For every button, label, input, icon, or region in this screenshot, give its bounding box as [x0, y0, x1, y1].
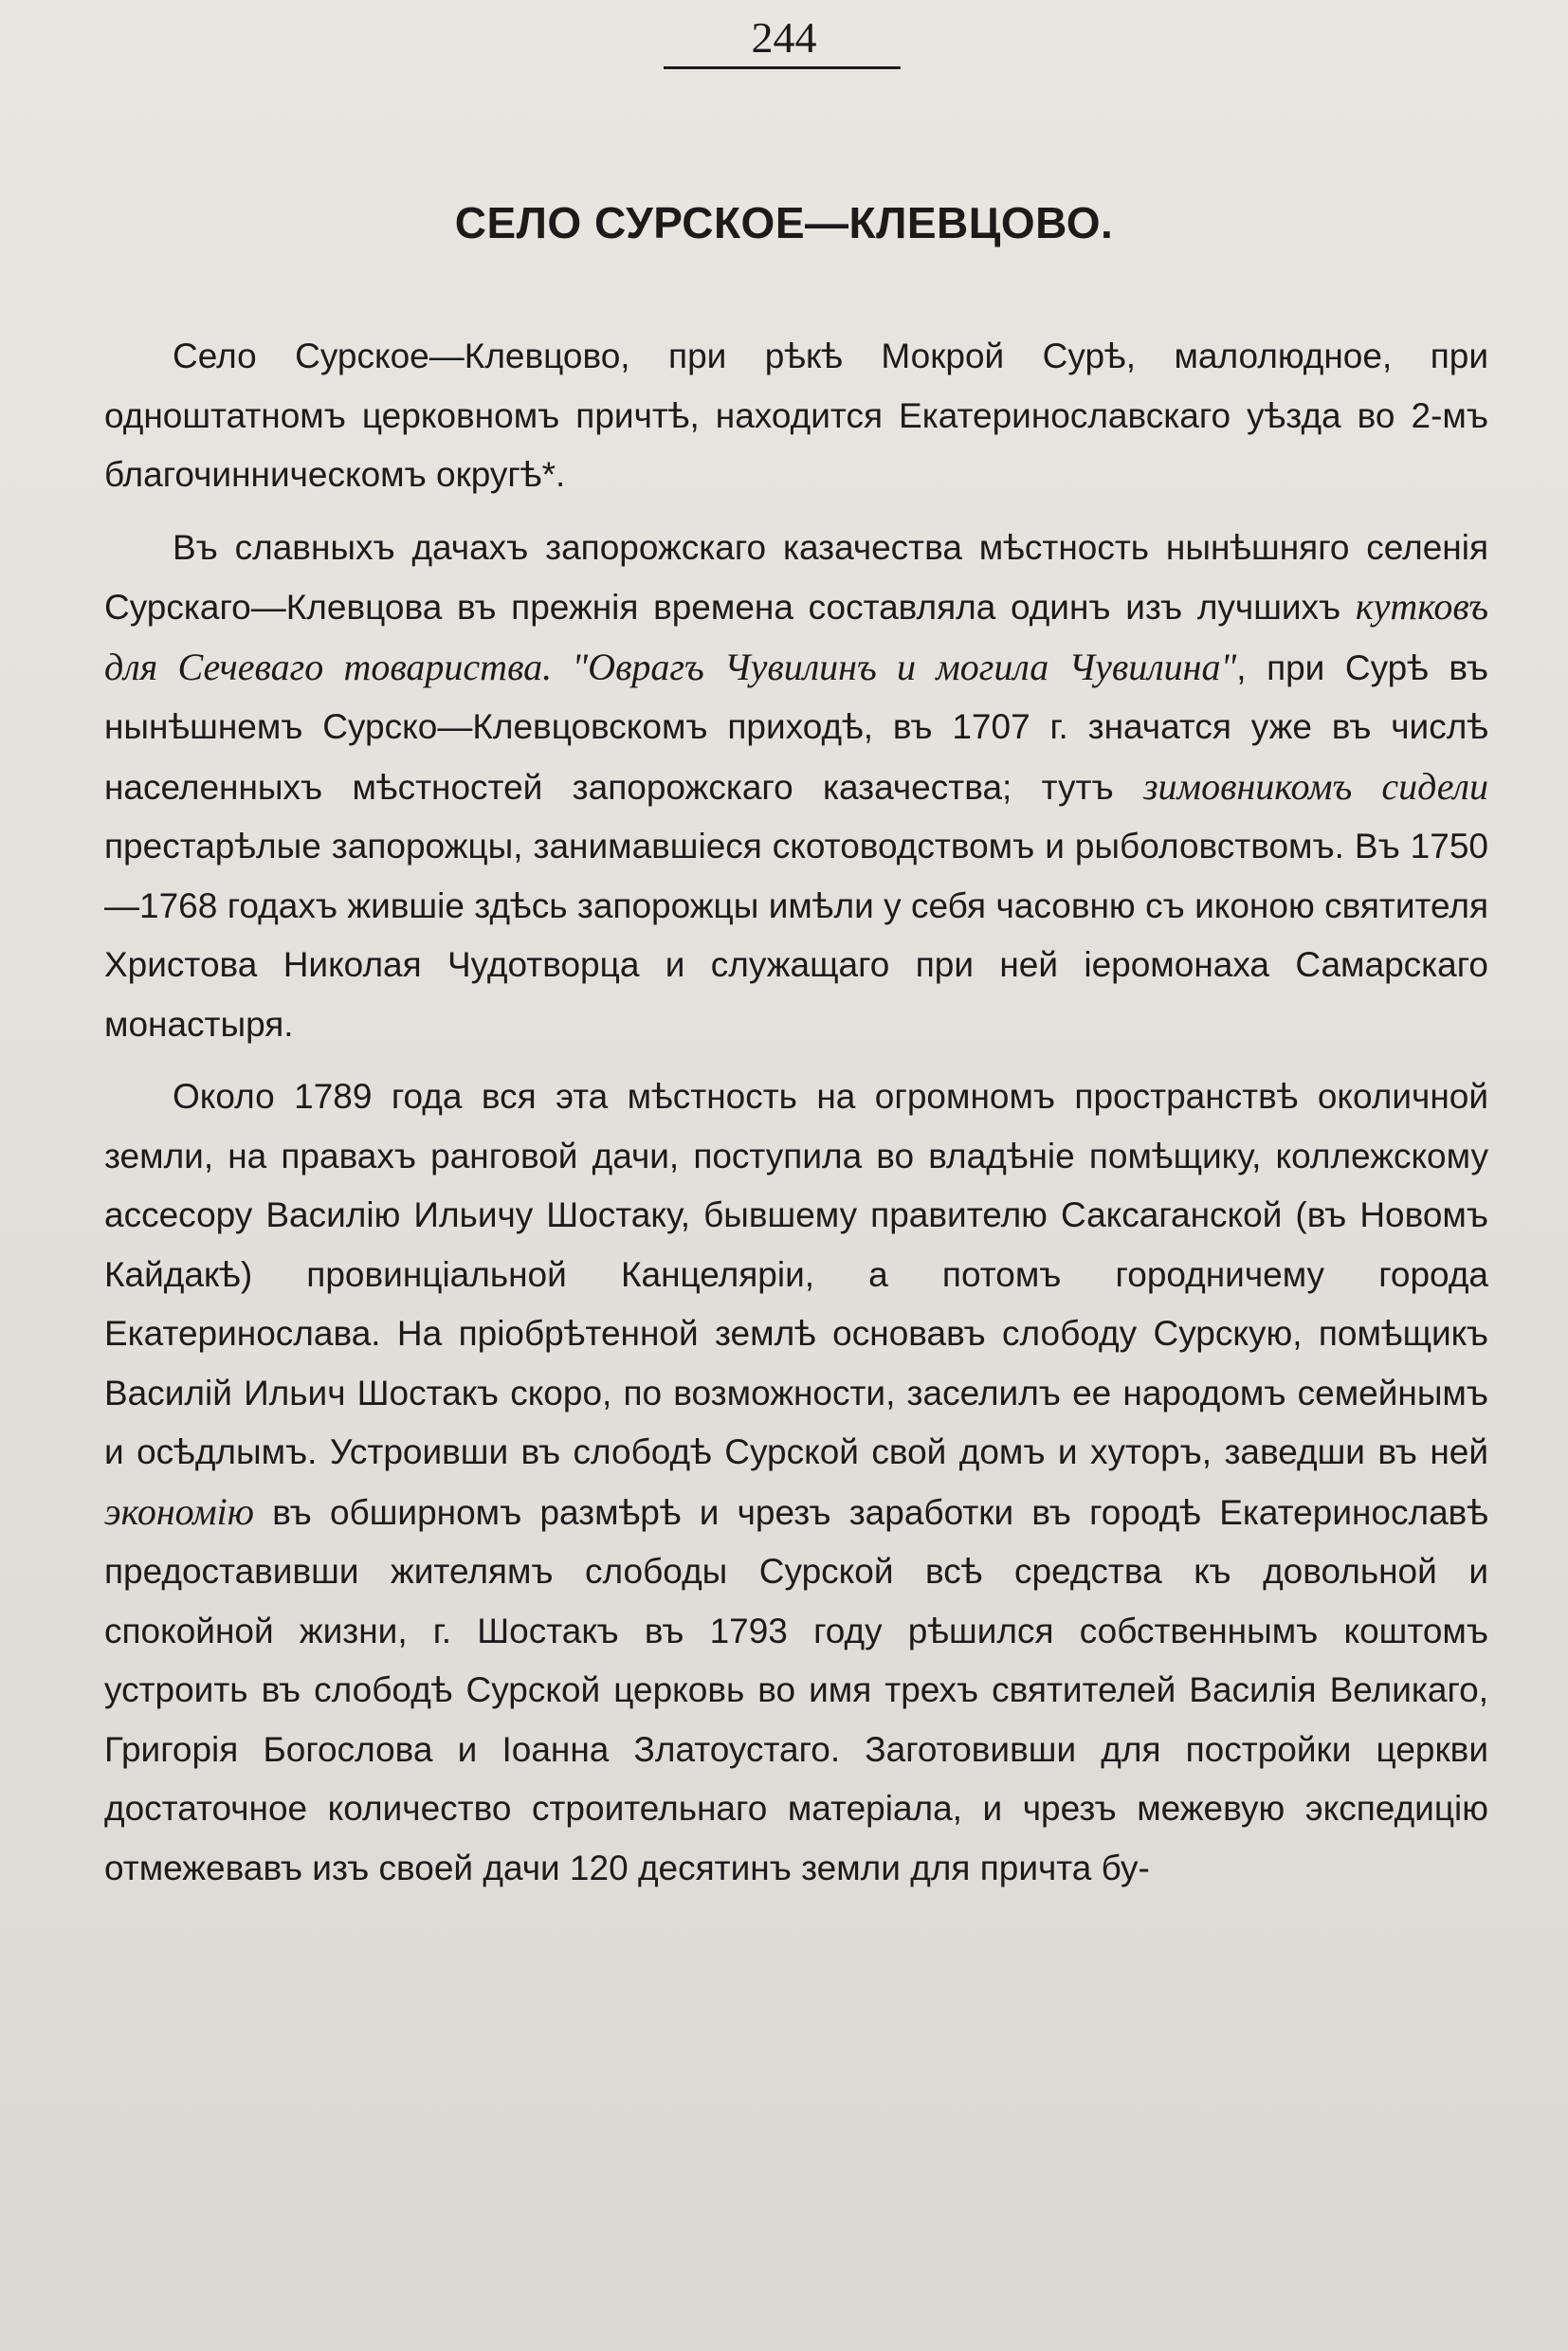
text-segment: , при Сурѣ въ нынѣшнемъ Сурско—Клевцовскомъ приходѣ, въ 1707 г. значатся уже въ числѣ населенныхъ мѣстностей запорожскаго казачества; тутъ	[104, 647, 1488, 807]
page-number: 244	[751, 13, 817, 62]
paragraph-2	[104, 519, 1488, 1055]
italic-segment: экономію	[104, 1489, 254, 1533]
text-segment: Село Сурское—Клевцово, при рѣкѣ Мокрой Сурѣ, малолюдное, при одноштатномъ церковномъ причтѣ, находится Екатеринославскаго уѣзда во 2-мъ благочинническомъ округѣ*.	[104, 337, 1488, 494]
chapter-title: СЕЛО СУРСКОЕ—КЛЕВЦОВО.	[454, 198, 1114, 247]
text-segment: престарѣлые запорожцы, занимавшіеся скотоводствомъ и рыболовствомъ. Въ 1750—1768 годахъ жившіе здѣсь запорожцы имѣли у себя часовню съ иконою святителя Христова Николая Чудотворца и служащаго при ней іеромонаха Самарскаго монастыря.	[104, 827, 1488, 1044]
text-segment: въ обширномъ размѣрѣ и чрезъ заработки въ городѣ Екатеринославѣ предоставивши жителямъ слободы Сурской всѣ средства къ довольной и спокойной жизни, г. Шостакъ въ 1793 году рѣшился собственнымъ коштомъ устроить въ слободѣ Сурской церковь во имя трехъ святителей Василія Великаго, Григорія Богослова и Іоанна Златоустаго. Заготовивши для постройки церкви достаточное количество строительнаго матеріала, и чрезъ межевую экспедицію отмежевавъ изъ своей дачи 120 десятинъ земли для причта бу-	[104, 1492, 1488, 1887]
body-text	[104, 327, 1488, 1911]
text-segment: Въ славныхъ дачахъ запорожскаго казачества мѣстность нынѣшняго селенія Сурскаго—Клевцова въ прежнія времена составляла одинъ изъ лучшихъ	[104, 527, 1488, 627]
page-number-rule	[664, 66, 901, 69]
italic-segment: кутковъ для Сечеваго товариства. "Оврагъ Чувилинъ и могила Чувилина"	[104, 585, 1488, 688]
paragraph-1	[104, 327, 1488, 505]
paragraph-3	[104, 1067, 1488, 1898]
italic-segment: зимовникомъ сидели	[1142, 764, 1488, 808]
text-segment: Около 1789 года вся эта мѣстность на огромномъ пространствѣ околичной земли, на правахъ ранговой дачи, поступила во владѣніе помѣщику, коллежскому ассесору Василію Ильичу Шостаку, бывшему правителю Саксаганской (въ Новомъ Кайдакѣ) провинціальной Канцеляріи, а потомъ городничему города Екатеринослава. На пріобрѣтенной землѣ основавъ слободу Сурскую, помѣщикъ Василій Ильич Шостакъ скоро, по возможности, заселилъ ее народомъ семейнымъ и осѣдлымъ. Устроивши въ слободѣ Сурской свой домъ и хуторъ, заведши въ ней	[104, 1077, 1488, 1471]
